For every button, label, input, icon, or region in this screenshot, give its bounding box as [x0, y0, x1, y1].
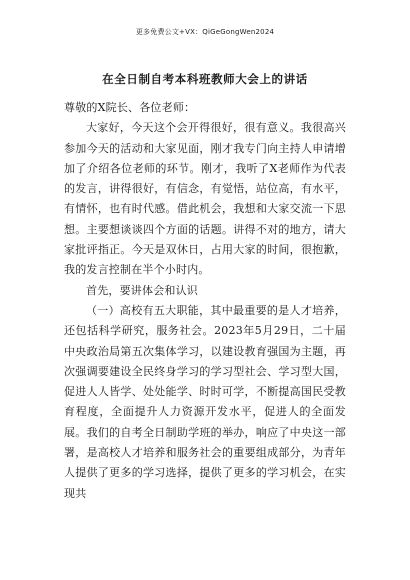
salutation: 尊敬的X院长、各位老师：	[64, 101, 196, 114]
document-title: 在全日制自考本科班教师大会上的讲话	[102, 72, 308, 86]
paragraph-functions: （一）高校有五大职能，其中最重要的是人才培养，还包括科学研究，服务社会。2023年5月29日，二十届中央政治局第五次集体学习，以建设教育强国为主题，再次强调要建设全民终身学习的学习型社会、学习型大国，促进人人皆学、处处能学、时时可学，不断提高国民受教育程度，全面提升人力资源开发水平，促进人的全面发展。我们的自考全日制助学班的举办，响应了中央这一部署，是高校人才培养和服务社会的重要组成部分，为青年人提供了更多的学习选择，提供了更多的学习机会，在实现共	[64, 303, 346, 500]
document-body	[64, 98, 346, 504]
section-heading: 首先，要讲体会和认识	[86, 283, 198, 297]
paragraph-opening: 大家好，今天这个会开得很好，很有意义。我很高兴参加今天的活动和大家见面，刚才我专门向主持人申请增加了介绍各位老师的环节。刚才，我听了X老师作为代表的发言，讲得很好，有信念，有觉悟，站位高，有水平，有情怀，也有时代感。借此机会，我想和大家交流一下思想。主要想谈谈四个方面的话题。讲得不对的地方，请大家批评指正。今天是双休日，占用大家的时间，很抱歉，我的发言控制在半个小时内。	[64, 121, 346, 277]
header-watermark: 更多免费公文+VX：QiGeGongWen2024	[135, 28, 275, 36]
